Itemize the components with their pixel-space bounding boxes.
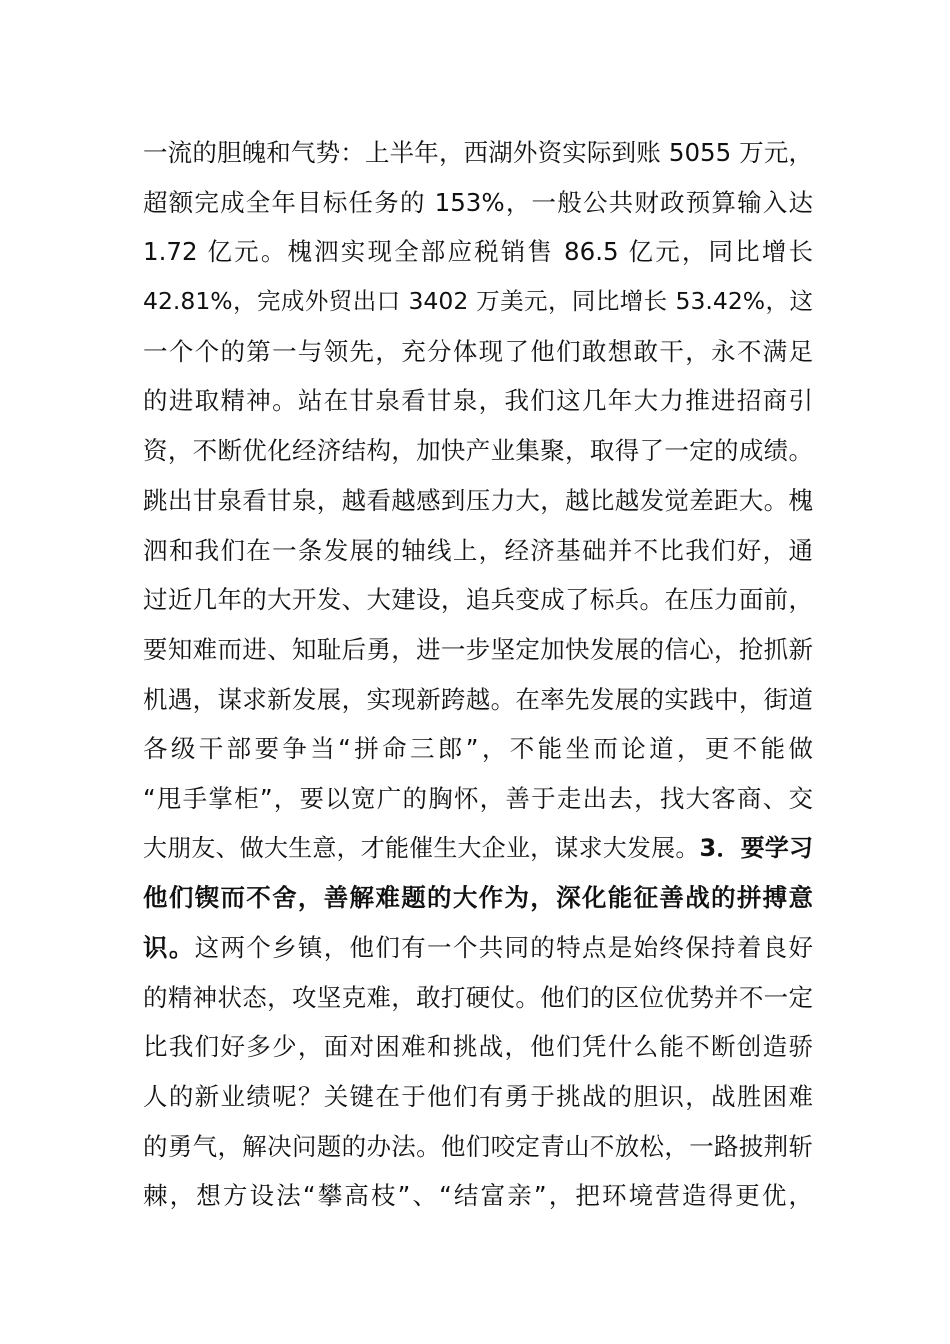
text-line	[143, 575, 813, 625]
text-line	[143, 426, 813, 476]
text-run: 人的新业绩呢？关键在于他们有勇于挑战的胆识，战胜困难	[143, 1082, 813, 1112]
text-run: 的进取精神。站在甘泉看甘泉，我们这几年大力推进招商引	[143, 386, 813, 416]
text-run: 资，不断优化经济结构，加快产业集聚，取得了一定的成绩。	[143, 436, 813, 466]
text-run: 跳出甘泉看甘泉，越看越感到压力大，越比越发觉差距大。槐	[143, 485, 813, 515]
text-run: 过近几年的大开发、大建设，追兵变成了标兵。在压力面前，	[143, 585, 813, 615]
text-line	[143, 625, 813, 675]
text-run: 要知难而进、知耻后勇，进一步坚定加快发展的信心，抢抓新	[143, 634, 813, 664]
text-run: 棘，想方设法“攀高枝”、“结富亲”，把环境营造得更优，	[143, 1181, 813, 1211]
text-line	[143, 476, 813, 526]
text-run: 泗和我们在一条发展的轴线上，经济基础并不比我们好，通	[143, 535, 813, 565]
text-line	[143, 675, 813, 725]
text-run: 的勇气，解决问题的办法。他们咬定青山不放松，一路披荆斩	[143, 1131, 813, 1161]
text-run: 机遇，谋求新发展，实现新跨越。在率先发展的实践中，街道	[143, 684, 813, 714]
text-line	[143, 1022, 813, 1072]
text-line	[143, 973, 813, 1023]
text-run: 一个个的第一与领先，充分体现了他们敢想敢干，永不满足	[143, 336, 813, 366]
text-line	[143, 526, 813, 576]
section-heading	[143, 873, 813, 923]
text-line	[143, 724, 813, 774]
text-line	[143, 923, 813, 973]
text-run: 42.81%，完成外贸出口 3402 万美元，同比增长 53.42%，这	[143, 287, 813, 316]
text-run: 各级干部要争当“拼命三郎”，不能坐而论道，更不能做	[143, 734, 813, 764]
text-line	[143, 327, 813, 377]
text-run: 他们锲而不舍，善解难题的大作为，深化能征善战的拼搏意	[143, 883, 813, 913]
body-text	[143, 128, 813, 1221]
text-line	[143, 1171, 813, 1221]
text-run: “甩手掌柜”，要以宽广的胸怀，善于走出去，找大客商、交	[143, 783, 813, 813]
text-line	[143, 824, 813, 874]
text-line	[143, 128, 813, 178]
text-run: 一流的胆魄和气势：上半年，西湖外资实际到账 5055 万元，	[143, 138, 813, 167]
section-heading-start: 3．要学习	[699, 833, 813, 862]
text-line	[143, 178, 813, 228]
text-run: 大朋友、做大生意，才能催生大企业，谋求大发展。	[143, 833, 700, 862]
section-heading-end: 识。	[143, 933, 195, 962]
text-run: 超额完成全年目标任务的 153%，一般公共财政预算输入达	[143, 187, 813, 217]
text-run: 1.72 亿元。槐泗实现全部应税销售 86.5 亿元，同比增长	[143, 237, 813, 267]
text-line	[143, 277, 813, 327]
text-line	[143, 1122, 813, 1172]
text-run: 的精神状态，攻坚克难，敢打硬仗。他们的区位优势并不一定	[143, 982, 813, 1012]
text-line	[143, 774, 813, 824]
text-line	[143, 227, 813, 277]
text-run: 这两个乡镇，他们有一个共同的特点是始终保持着良好	[194, 933, 813, 962]
text-run: 比我们好多少，面对困难和挑战，他们凭什么能不断创造骄	[143, 1032, 813, 1062]
text-line	[143, 376, 813, 426]
text-line	[143, 1072, 813, 1122]
